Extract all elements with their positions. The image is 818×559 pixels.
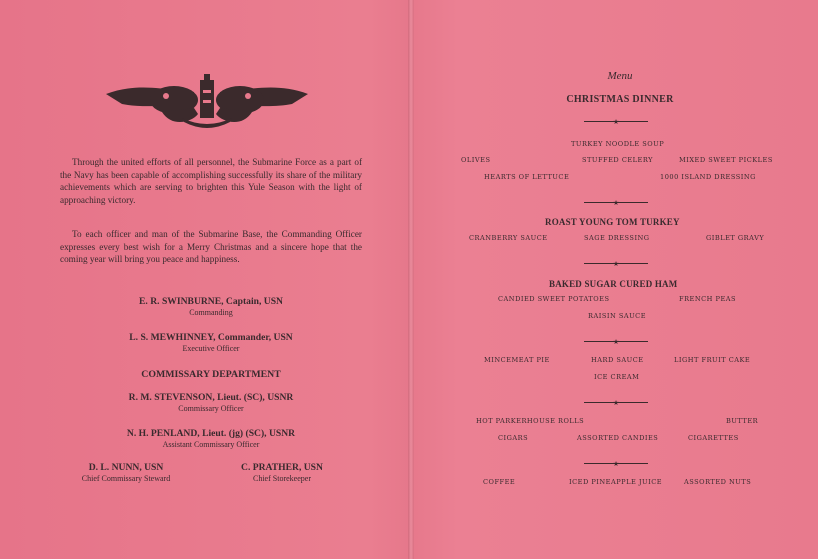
course-title: BAKED SUGAR CURED HAM [549, 279, 678, 289]
signature-commissary-officer [60, 392, 362, 414]
menu-item: ICED PINEAPPLE JUICE [569, 478, 663, 486]
officer-role: Assistant Commissary Officer [162, 440, 260, 449]
menu-item: SAGE DRESSING [584, 234, 650, 242]
greeting-paragraph: To each officer and man of the Submarine Base, the Commanding Officer expresses every best wish for a Merry Christmas and a sincere hope that the coming year will bring you peace and happiness. [60, 229, 362, 265]
menu-heading: Menu [607, 70, 633, 82]
signature-storekeeper [212, 462, 352, 484]
menu-item: RAISIN SAUCE [588, 312, 647, 320]
svg-text:★: ★ [612, 460, 620, 467]
svg-text:★: ★ [612, 399, 620, 406]
menu-item: CIGARS [498, 434, 529, 442]
star-divider-icon [584, 118, 648, 125]
intro-paragraph: Through the united efforts of all personnel, the Submarine Force as a part of the Navy has been capable of accomplishing successfully its share of the military achievements which are serving to brighten this Yule Season with the light of approaching victory. [60, 157, 362, 205]
star-divider-icon [584, 399, 648, 406]
menu-item: ASSORTED CANDIES [577, 434, 659, 442]
staff-role: Chief Commissary Steward [81, 474, 171, 483]
signature-commanding [60, 296, 362, 318]
svg-text:★: ★ [612, 260, 620, 267]
star-divider-icon [584, 460, 648, 467]
officer-name: N. H. PENLAND, Lieut. (jg) (SC), USNR [126, 428, 296, 439]
submarine-dolphins-emblem-icon [102, 72, 312, 132]
menu-item: MINCEMEAT PIE [484, 356, 550, 364]
course-title: ROAST YOUNG TOM TURKEY [545, 217, 680, 227]
officer-name: R. M. STEVENSON, Lieut. (SC), USNR [128, 392, 294, 403]
center-fold [408, 0, 414, 559]
signature-executive [60, 332, 362, 354]
menu-item: ASSORTED NUTS [684, 478, 752, 486]
department-heading: COMMISSARY DEPARTMENT [141, 369, 281, 380]
menu-item: FRENCH PEAS [679, 295, 737, 303]
signature-steward [56, 462, 196, 484]
menu-item: MIXED SWEET PICKLES [679, 156, 773, 164]
menu-item: COFFEE [483, 478, 516, 486]
officer-role: Commanding [189, 308, 233, 317]
officer-name: E. R. SWINBURNE, Captain, USN [139, 296, 283, 307]
svg-text:★: ★ [612, 199, 620, 206]
staff-name: C. PRATHER, USN [241, 462, 323, 473]
officer-name: L. S. MEWHINNEY, Commander, USN [129, 332, 293, 343]
svg-text:★: ★ [612, 118, 620, 125]
menu-item: CIGARETTES [688, 434, 739, 442]
staff-role: Chief Storekeeper [253, 474, 311, 483]
menu-item: HEARTS OF LETTUCE [484, 173, 570, 181]
menu-item: CANDIED SWEET POTATOES [498, 295, 610, 303]
menu-item: TURKEY NOODLE SOUP [571, 140, 665, 148]
svg-text:★: ★ [612, 338, 620, 345]
officer-role: Executive Officer [182, 344, 240, 353]
menu-item: 1000 ISLAND DRESSING [660, 173, 756, 181]
signature-assistant-officer [60, 428, 362, 450]
menu-item: BUTTER [726, 417, 759, 425]
menu-item: OLIVES [461, 156, 491, 164]
star-divider-icon [584, 338, 648, 345]
star-divider-icon [584, 260, 648, 267]
menu-item: ICE CREAM [594, 373, 640, 381]
menu-item: STUFFED CELERY [582, 156, 653, 164]
officer-role: Commissary Officer [178, 404, 244, 413]
menu-item: LIGHT FRUIT CAKE [674, 356, 751, 364]
menu-item: GIBLET GRAVY [706, 234, 765, 242]
menu-item: HARD SAUCE [591, 356, 644, 364]
staff-name: D. L. NUNN, USN [88, 462, 164, 473]
menu-item: CRANBERRY SAUCE [469, 234, 548, 242]
menu-item: HOT PARKERHOUSE ROLLS [476, 417, 585, 425]
menu-title: CHRISTMAS DINNER [566, 94, 674, 105]
star-divider-icon [584, 199, 648, 206]
